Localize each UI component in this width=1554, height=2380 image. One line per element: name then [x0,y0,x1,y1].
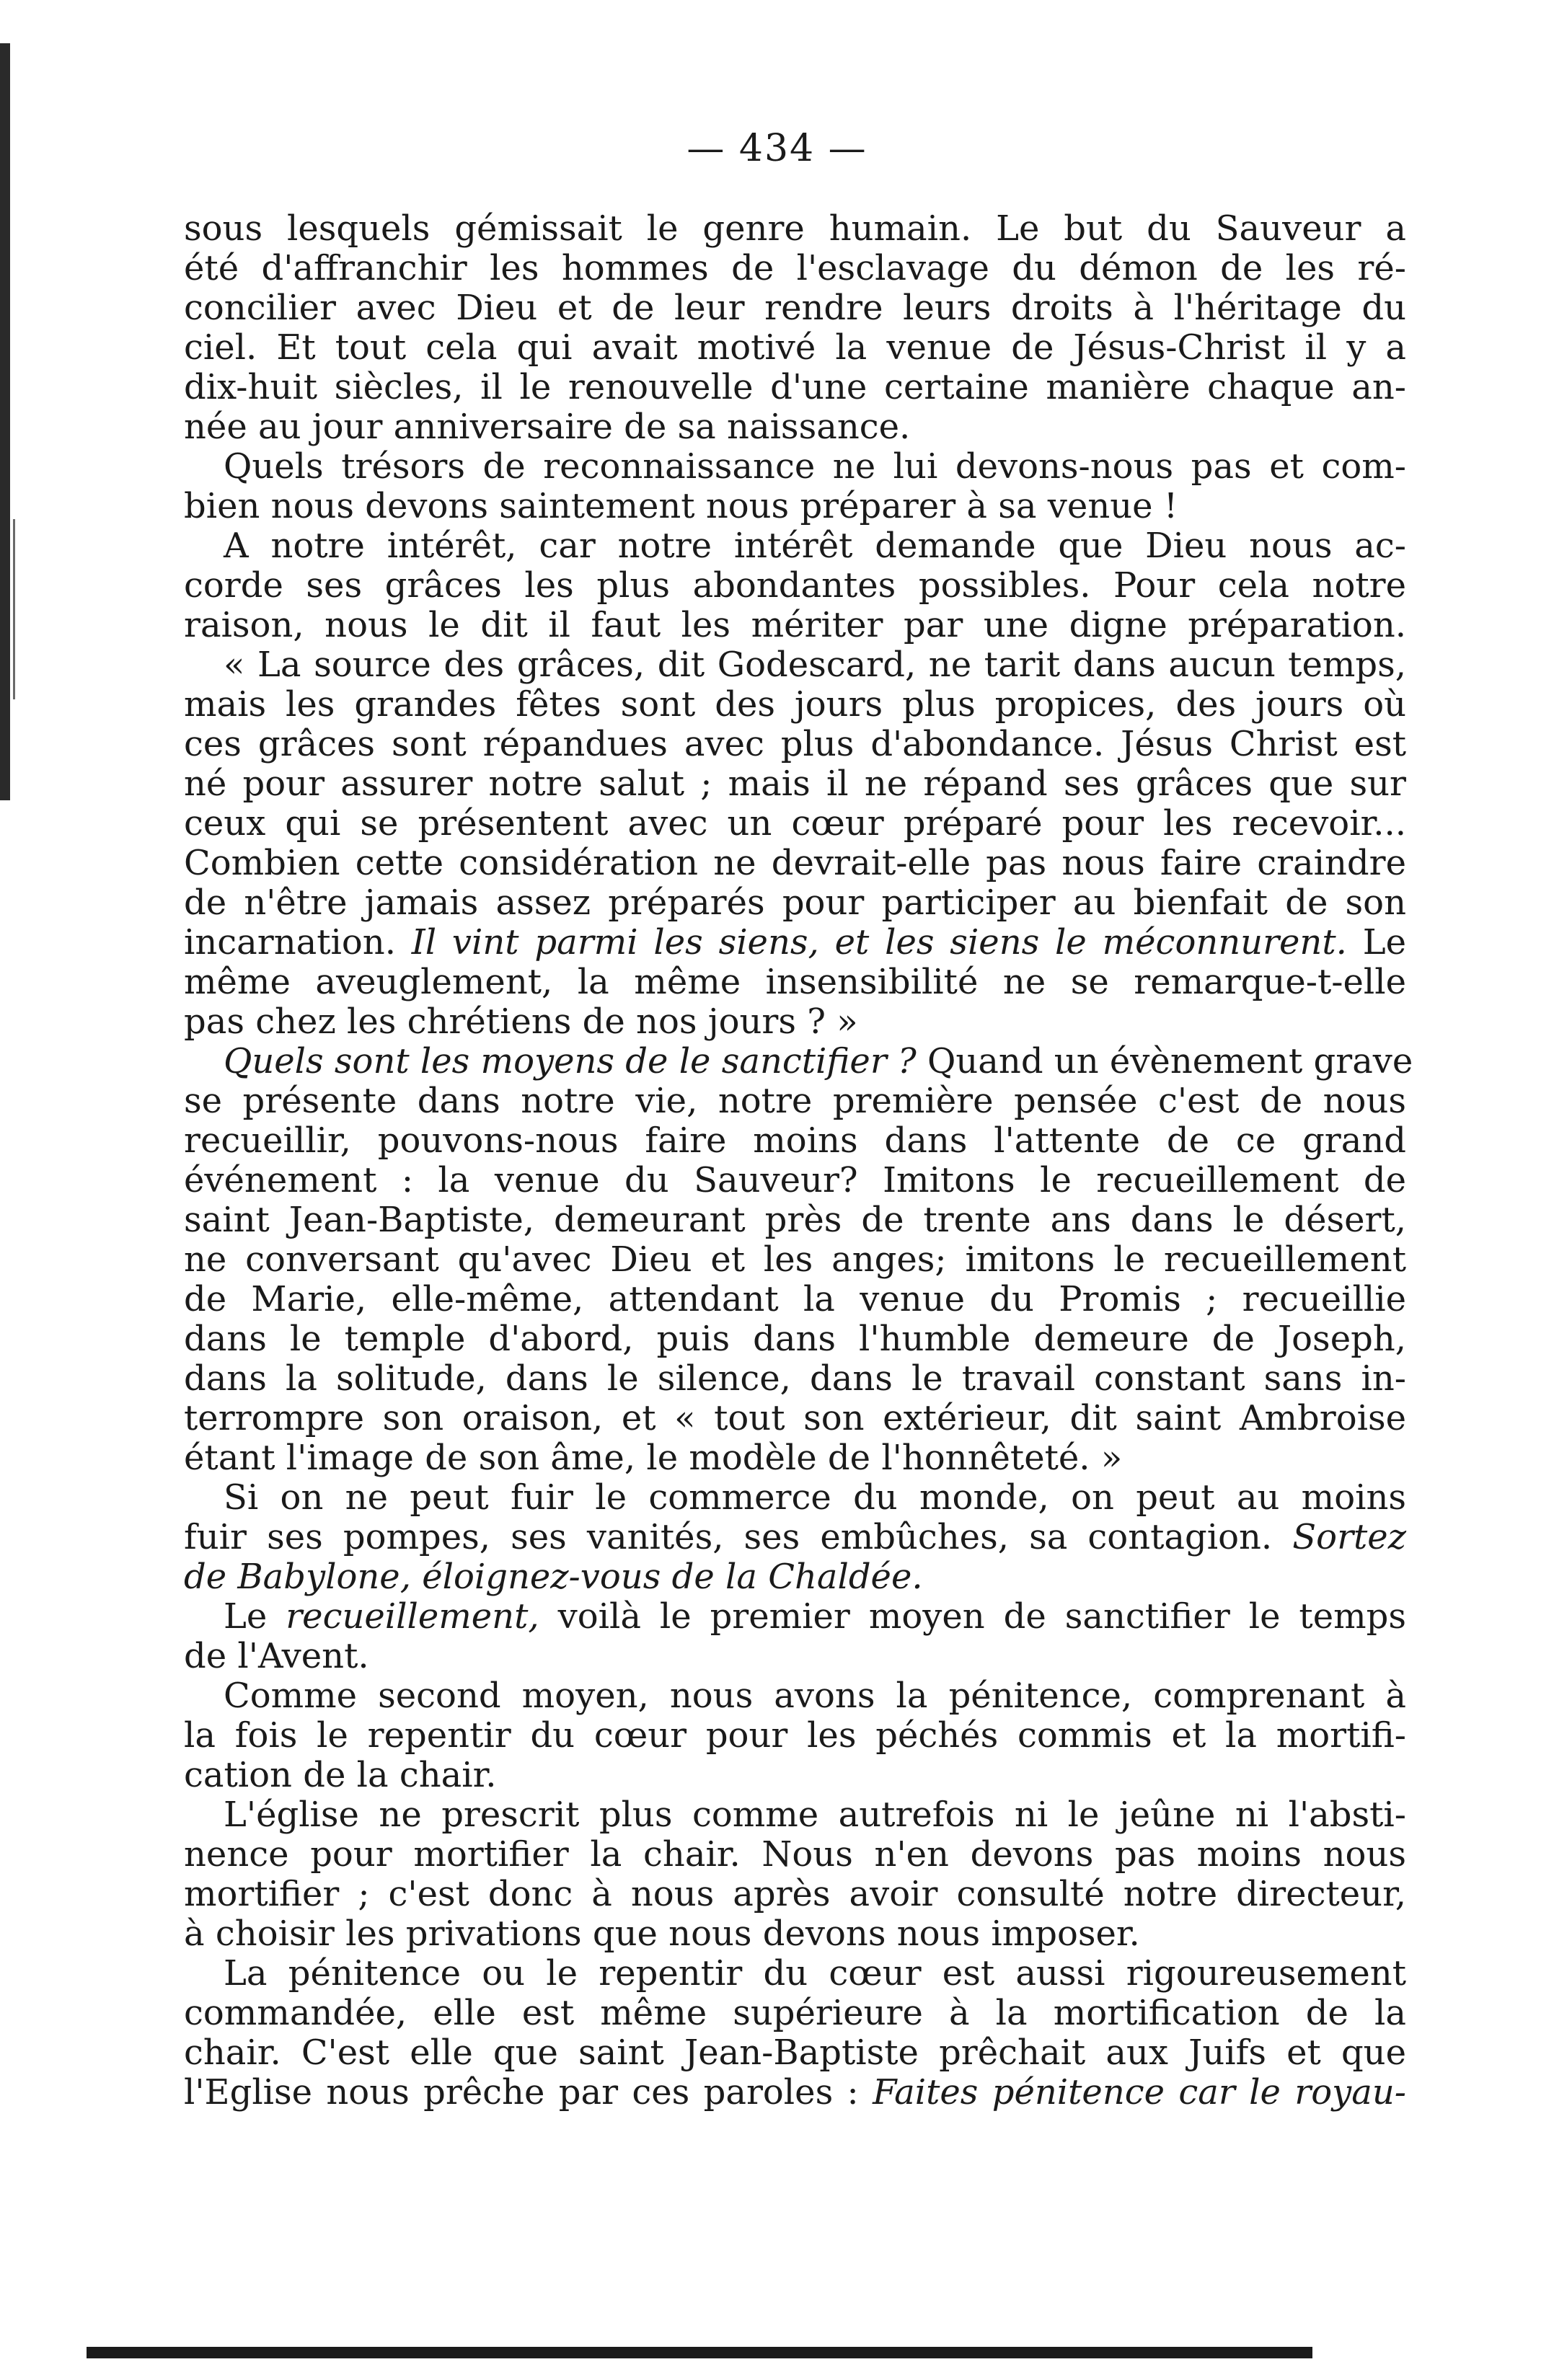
line-text: été d'affranchir les hommes de l'esclavage du démon de les ré- [184,248,1406,288]
text-line [184,725,1406,764]
line-text: de l'Avent. [184,1636,369,1676]
text-line [184,1676,1406,1716]
line-text: de Marie, elle-même, attendant la venue du Promis ; recueillie [184,1279,1406,1319]
italic-text: Il vint parmi les siens, et les siens le méconnurent. [411,922,1347,963]
line-text: sous lesquels gémissait le genre humain. Le but du Sauveur a [184,208,1406,249]
line-text: étant l'image de son âme, le modèle de l'honnêteté. » [184,1438,1123,1478]
text-line [184,526,1406,566]
line-text: Comme second moyen, nous avons la pénitence, comprenant à [224,1676,1406,1716]
line-text: A notre intérêt, car notre intérêt demande que Dieu nous ac- [224,526,1406,566]
text-line [184,1557,1406,1597]
text-line [184,883,1406,923]
text-line [184,368,1406,407]
line-text: mais les grandes fêtes sont des jours plus propices, des jours où [184,684,1406,725]
text-line [184,1359,1406,1399]
line-text: raison, nous le dit il faut les mériter par une digne préparation. [184,605,1406,645]
text-line [184,1716,1406,1756]
line-text: ceux qui se présentent avec un cœur préparé pour les recevoir... [184,803,1406,844]
text-line [184,447,1406,487]
text-line [184,407,1406,447]
line-text: ciel. Et tout cela qui avait motivé la venue de Jésus-Christ il y a [184,327,1406,368]
line-text: de n'être jamais assez préparés pour participer au bienfait de son [184,882,1406,923]
line-text: commandée, elle est même supérieure à la mortification de la [184,1993,1406,2033]
text-line [184,1875,1406,1914]
text-line [184,1081,1406,1121]
line-text: concilier avec Dieu et de leur rendre leurs droits à l'héritage du [184,288,1406,328]
line-text: ces grâces sont répandues avec plus d'abondance. Jésus Christ est [184,724,1406,764]
line-text: dix-huit siècles, il le renouvelle d'une certaine manière chaque an- [184,367,1406,407]
text-line [184,1478,1406,1518]
line-text: pas chez les chrétiens de nos jours ? » [184,1001,858,1042]
italic-text: Faites pénitence car le royau- [873,2072,1406,2113]
text-line [184,209,1406,249]
line-text: dans la solitude, dans le silence, dans le travail constant sans in- [184,1358,1406,1399]
text-line [184,1914,1406,1954]
line-text: terrompre son oraison, et « tout son extérieur, dit saint Ambroise [184,1398,1406,1438]
line-text: mortifier ; c'est donc à nous après avoir consulté notre directeur, [184,1874,1406,1914]
text-line [184,963,1406,1002]
line-text: chair. C'est elle que saint Jean-Baptiste prêchait aux Juifs et que [184,2032,1406,2073]
margin-mark [13,519,15,699]
page-bottom-edge [87,2347,1312,2358]
line-text: se présente dans notre vie, notre première pensée c'est de nous [184,1081,1406,1121]
text-line [184,487,1406,526]
text-line [184,328,1406,368]
line-text: Si on ne peut fuir le commerce du monde, on peut au moins [224,1477,1406,1518]
text-line [184,1041,1413,1081]
line-text: cation de la chair. [184,1755,497,1795]
text-line [184,2033,1406,2073]
text-line [184,923,1406,963]
text-line [184,1240,1406,1280]
line-text: né pour assurer notre salut ; mais il ne répand ses grâces que sur [184,764,1406,804]
line-text: Quels trésors de reconnaissance ne lui devons-nous pas et com- [224,446,1406,487]
text-line [184,1280,1406,1319]
italic-text: recueillement, [286,1596,539,1637]
line-text: née au jour anniversaire de sa naissance. [184,407,911,447]
line-text: L'église ne prescrit plus comme autrefois ni le jeûne ni l'absti- [224,1795,1406,1835]
line-text: Le [224,1596,268,1637]
line-text: corde ses grâces les plus abondantes possibles. Pour cela notre [184,565,1406,606]
line-text: même aveuglement, la même insensibilité ne se remarque-t-elle [184,962,1406,1002]
text-line [184,804,1406,844]
text-line [184,606,1406,645]
line-text: événement : la venue du Sauveur? Imitons le recueillement de [184,1160,1406,1200]
text-line [184,1795,1406,1835]
line-text: recueillir, pouvons-nous faire moins dans l'attente de ce grand [184,1120,1406,1161]
text-line [184,645,1406,685]
text-line [184,1121,1406,1161]
line-text: voilà le premier moyen de sanctifier le temps [557,1596,1406,1637]
line-text: dans le temple d'abord, puis dans l'humble demeure de Joseph, [184,1319,1406,1359]
line-text: ne conversant qu'avec Dieu et les anges; imitons le recueillement [184,1239,1406,1280]
italic-text: de Babylone, éloignez-vous de la Chaldée. [184,1557,923,1597]
line-text: « La source des grâces, dit Godescard, ne tarit dans aucun temps, [224,645,1406,685]
text-line [184,1399,1406,1438]
text-line [184,685,1406,725]
text-line [184,1597,1406,1637]
line-text: Combien cette considération ne devrait-elle pas nous faire craindre [184,843,1406,883]
page-number: — 434 — [687,127,867,170]
italic-text: Sortez [1292,1517,1406,1557]
text-line [184,1200,1406,1240]
text-line [184,1756,1406,1795]
line-text: fuir ses pompes, ses vanités, ses embûches, sa contagion. [184,1517,1273,1557]
line-text: l'Eglise nous prêche par ces paroles : [184,2072,859,2113]
text-line [184,566,1406,606]
text-line [184,2073,1406,2113]
text-line [184,1994,1406,2033]
italic-text: Quels sont les moyens de le sanctifier ? [224,1041,917,1081]
line-text: La pénitence ou le repentir du cœur est aussi rigoureusement [224,1953,1406,1994]
body-text [184,208,1413,2113]
text-line [184,844,1406,883]
line-text: Quand un évènement grave [927,1041,1413,1081]
line-text: Le [1362,922,1407,963]
line-text: saint Jean-Baptiste, demeurant près de trente ans dans le désert, [184,1200,1406,1240]
text-line [184,1954,1406,1994]
text-line [184,1319,1406,1359]
line-text: nence pour mortifier la chair. Nous n'en devons pas moins nous [184,1834,1406,1875]
line-text: incarnation. [184,922,396,963]
text-line [184,288,1406,328]
text-line [184,249,1406,288]
text-line [184,1002,1406,1042]
text-line [184,1518,1406,1557]
line-text: la fois le repentir du cœur pour les péchés commis et la mortifi- [184,1715,1406,1756]
text-line [184,1161,1406,1200]
text-line [184,1637,1406,1676]
text-line [184,1438,1406,1478]
text-line [184,764,1406,804]
line-text: bien nous devons saintement nous préparer à sa venue ! [184,486,1178,526]
text-line [184,1835,1406,1875]
line-text: à choisir les privations que nous devons nous imposer. [184,1914,1140,1954]
